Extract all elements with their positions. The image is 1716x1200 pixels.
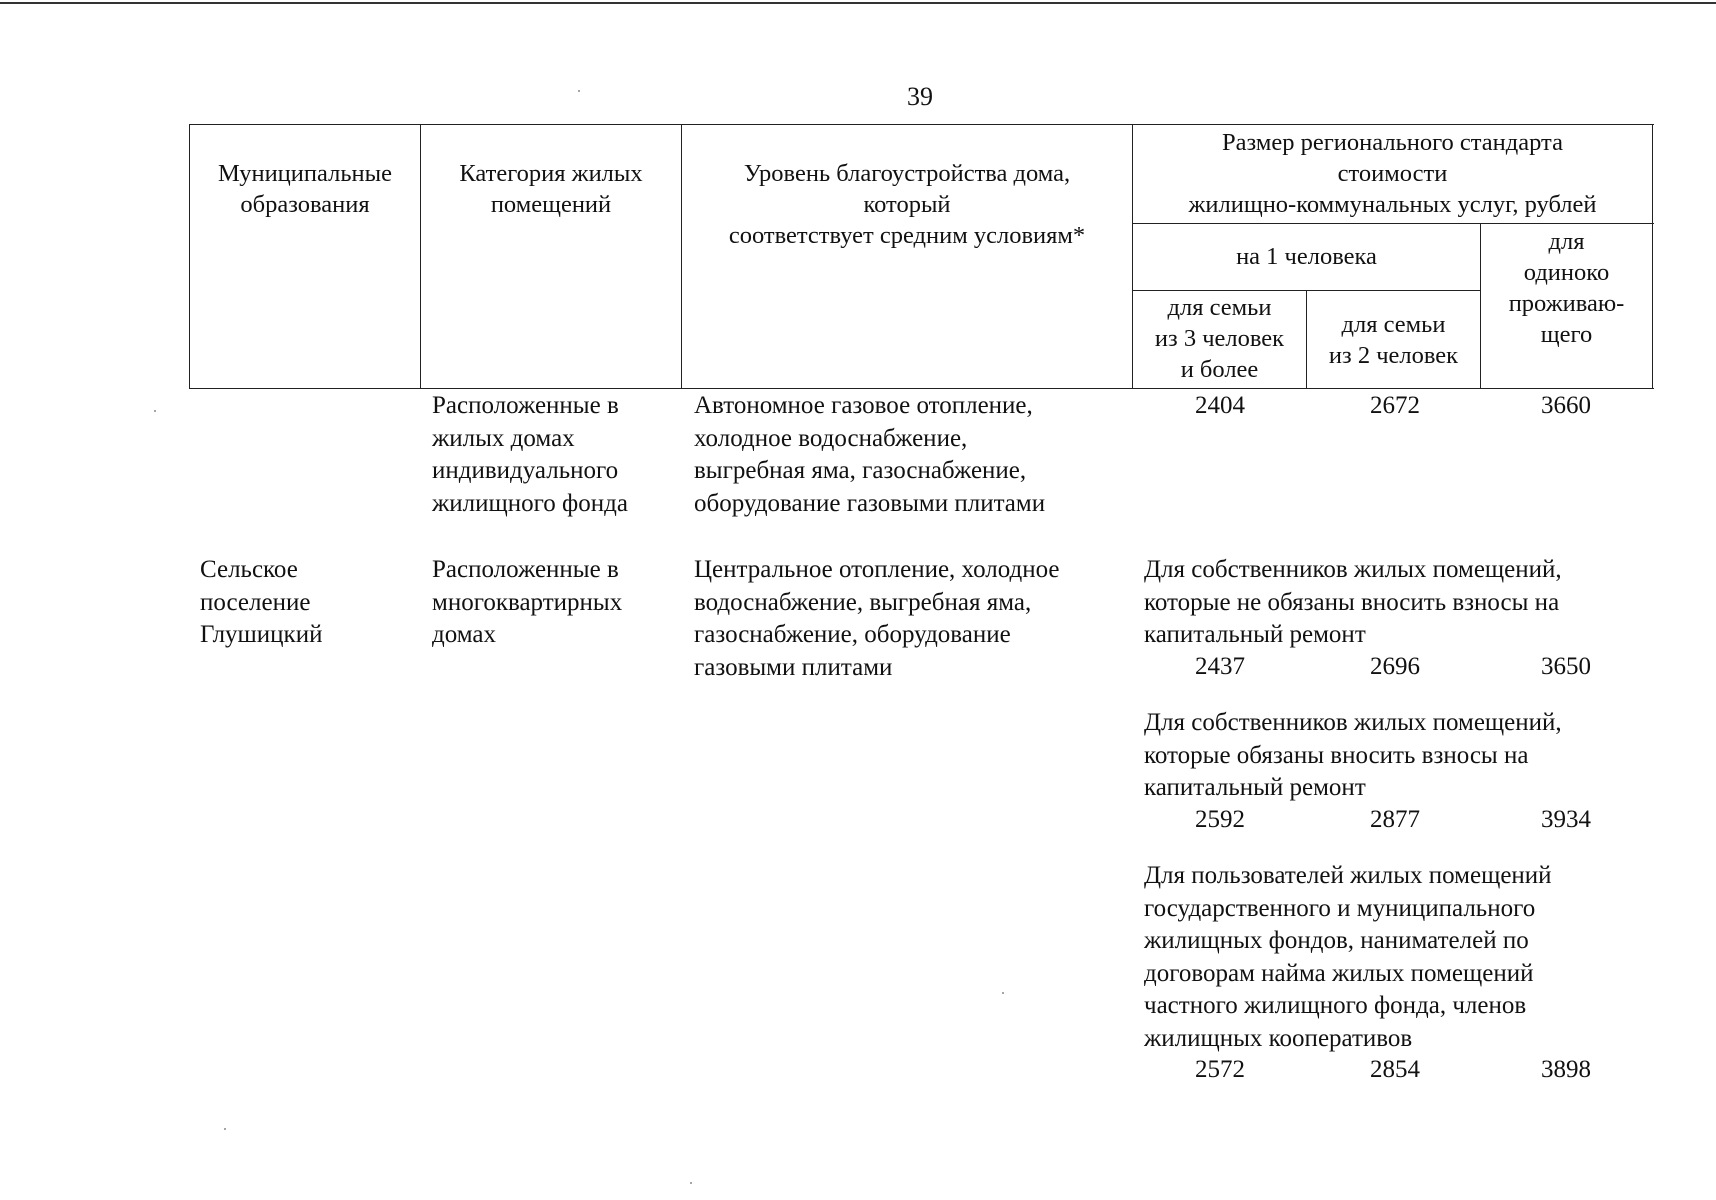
scan-speck: [578, 90, 580, 92]
group-text-line: Для собственников жилых помещений,: [1144, 709, 1562, 736]
col-border-2: [681, 124, 682, 389]
header-single-line: одиноко: [1523, 259, 1610, 286]
row2-level-line: газовыми плитами: [694, 653, 893, 681]
header-category: [422, 158, 680, 220]
row2-group1-value-single: 3650: [1541, 653, 1591, 680]
group-text-line: которые не обязаны вносить взносы на: [1144, 588, 1560, 616]
header-family2-line: из 2 человек: [1328, 342, 1459, 369]
header-family2: [1308, 309, 1479, 371]
group-text-line: Для собственников жилых помещений,: [1144, 556, 1562, 583]
row2-group2-text: [1144, 707, 1562, 805]
row2-level: [694, 554, 1060, 684]
row1-level-line: Автономное газовое отопление,: [694, 392, 1033, 419]
row2-group3-value-family3: 2572: [1195, 1056, 1245, 1083]
row1-category-line: жилищного фонда: [432, 489, 628, 517]
row2-category-line: домах: [432, 621, 496, 648]
scan-speck: [1002, 992, 1004, 994]
row2-group2-value-single: 3934: [1541, 806, 1591, 833]
row1-category-line: Расположенные в: [432, 392, 619, 419]
header-level-line: соответствует средним условиям*: [728, 222, 1086, 249]
col-border-1: [420, 124, 421, 389]
row2-group2-value-family3: 2592: [1195, 806, 1245, 833]
header-family2-line: для семьи: [1341, 311, 1446, 338]
header-family3-line: для семьи: [1167, 294, 1272, 321]
header-standard: [1134, 127, 1651, 220]
row2-group1-value-family3: 2437: [1195, 653, 1245, 680]
group-text-line: Для пользователей жилых помещений: [1144, 862, 1552, 889]
group-text-line: частного жилищного фонда, членов: [1144, 992, 1527, 1019]
header-per-person: на 1 человека: [1236, 243, 1377, 270]
group-text-line: договорам найма жилых помещений: [1144, 959, 1534, 987]
col-border-right: [1652, 124, 1653, 389]
row1-category-line: индивидуального: [432, 457, 619, 484]
row2-group1-text: [1144, 554, 1562, 652]
header-single-line: щего: [1540, 321, 1593, 348]
header-single-line: проживаю-: [1508, 290, 1625, 317]
col-border-5: [1480, 223, 1481, 389]
row1-level-line: выгребная яма, газоснабжение,: [694, 457, 1027, 484]
group-text-line: жилищных фондов, нанимателей по: [1144, 927, 1529, 954]
header-standard-line: стоимости: [1337, 160, 1448, 187]
header-category-line: Категория жилых: [459, 160, 643, 187]
table-top-border: [189, 124, 1654, 125]
row1-value-single: 3660: [1541, 392, 1591, 419]
row2-category: [432, 554, 622, 652]
row2-group2-value-family2: 2877: [1370, 806, 1420, 833]
header-level: [683, 158, 1131, 251]
row2-municipality-line: Глушицкий: [200, 621, 323, 648]
header-municipality-line: образования: [240, 191, 370, 218]
header-standard-line: Размер регионального стандарта: [1222, 129, 1563, 156]
header-category-line: помещений: [490, 191, 612, 218]
header-municipality: [191, 158, 419, 220]
row1-level-line: оборудование газовыми плитами: [694, 489, 1046, 517]
top-border-rule: [0, 2, 1716, 4]
row2-municipality: [200, 554, 322, 652]
header-standard-line: жилищно-коммунальных услуг, рублей: [1188, 191, 1597, 218]
subheader-rule: [1132, 223, 1654, 224]
row2-group1-value-family2: 2696: [1370, 653, 1420, 680]
scan-speck: [154, 410, 156, 412]
header-family3-line: из 3 человек: [1154, 325, 1285, 352]
row1-value-family2: 2672: [1370, 392, 1420, 419]
row2-group3-value-family2: 2854: [1370, 1056, 1420, 1083]
header-municipality-line: Муниципальные: [218, 160, 392, 187]
scan-speck: [690, 1182, 692, 1184]
row1-level-line: холодное водоснабжение,: [694, 424, 968, 452]
row1-level: [694, 390, 1045, 520]
group-text-line: государственного и муниципального: [1144, 894, 1536, 922]
header-family3-line: и более: [1180, 356, 1259, 383]
header-level-line: который: [863, 191, 951, 218]
scan-speck: [224, 1128, 226, 1130]
row2-level-line: Центральное отопление, холодное: [694, 556, 1060, 583]
header-single: [1482, 226, 1651, 350]
group-text-line: капитальный ремонт: [1144, 621, 1366, 648]
row2-group3-text: [1144, 860, 1552, 1055]
group-text-line: которые обязаны вносить взносы на: [1144, 741, 1529, 769]
row1-value-family3: 2404: [1195, 392, 1245, 419]
table-bottom-border: [189, 388, 1654, 389]
row2-category-line: Расположенные в: [432, 556, 619, 583]
row2-level-line: газоснабжение, оборудование: [694, 621, 1011, 648]
group-text-line: жилищных кооперативов: [1144, 1024, 1413, 1052]
group-text-line: капитальный ремонт: [1144, 774, 1366, 801]
row2-group3-value-single: 3898: [1541, 1056, 1591, 1083]
row1-category: [432, 390, 628, 520]
page-number: 39: [907, 82, 933, 111]
col-border-4: [1306, 290, 1307, 389]
col-border-left: [189, 124, 190, 389]
row2-category-line: многоквартирных: [432, 588, 623, 616]
row2-municipality-line: Сельское: [200, 556, 298, 583]
header-single-line: для: [1548, 228, 1585, 255]
row1-category-line: жилых домах: [432, 424, 575, 452]
header-level-line: Уровень благоустройства дома,: [743, 160, 1071, 187]
row2-municipality-line: поселение: [200, 588, 311, 616]
row2-level-line: водоснабжение, выгребная яма,: [694, 588, 1032, 616]
header-family3: [1134, 292, 1305, 385]
col-border-3: [1132, 124, 1133, 389]
